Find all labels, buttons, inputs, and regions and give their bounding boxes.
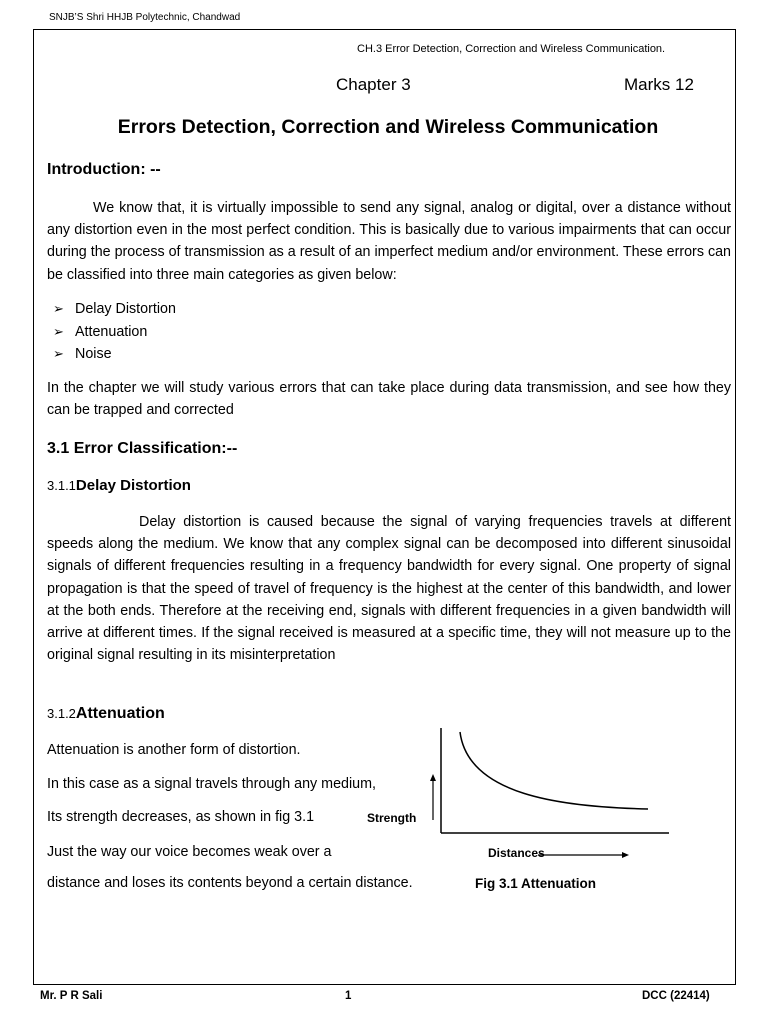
attenuation-line-4: Just the way our voice becomes weak over a bbox=[47, 844, 332, 860]
list-item: ➢ Noise bbox=[53, 343, 176, 366]
intro-heading: Introduction: -- bbox=[47, 161, 161, 178]
attenuation-figure bbox=[420, 720, 690, 870]
document-title: Errors Detection, Correction and Wireless Communication bbox=[117, 116, 659, 138]
arrow-bullet-icon: ➢ bbox=[53, 323, 64, 339]
intro-paragraph: We know that, it is virtually impossible to send any signal, analog or digital, over a distance without any distortion even in the most perfect condition. This is basically due to various impairments that can occur during the process of transmission as a result of an imperfect medium and/or environment. These errors can be classified into three main categories as given below: bbox=[47, 200, 731, 283]
figure-y-label: Strength bbox=[367, 811, 417, 825]
attenuation-line-2: In this case as a signal travels through any medium, bbox=[47, 776, 376, 792]
section-3-1-heading: 3.1 Error Classification:-- bbox=[47, 440, 238, 457]
section-number: 3.1.2 bbox=[47, 706, 76, 721]
error-categories-list bbox=[53, 298, 176, 366]
attenuation-line-1: Attenuation is another form of distortion. bbox=[47, 742, 301, 758]
chapter-reference: CH.3 Error Detection, Correction and Wireless Communication. bbox=[357, 43, 666, 55]
chapter-number: Chapter 3 bbox=[336, 75, 411, 94]
list-item: ➢ Attenuation bbox=[53, 321, 176, 344]
footer-author: Mr. P R Sali bbox=[40, 990, 103, 1002]
section-title: Attenuation bbox=[75, 705, 165, 722]
distance-arrowhead-icon bbox=[622, 852, 629, 858]
section-3-1-1-heading bbox=[47, 477, 191, 494]
institution-name: SNJB’S Shri HHJB Polytechnic, Chandwad bbox=[49, 12, 241, 23]
section-3-1-2-heading bbox=[47, 705, 165, 723]
attenuation-line-5: distance and loses its contents beyond a certain distance. bbox=[47, 875, 413, 891]
delay-distortion-paragraph: Delay distortion is caused because the signal of varying frequencies travels at different speeds along the medium. We know that any complex signal can be decomposed into different sinusoidal signals of different frequencies resulting in a frequency bandwidth for every signal. One property of signal propagation is that the speed of travel of frequency is the highest at the center of this bandwidth, and lower at the both ends. Therefore at the receiving end, signals with different frequencies in a given bandwidth will arrive at different times. If the signal received is measured at a specific time, they will not measure up to the original signal resulting in its misinterpretation bbox=[47, 514, 731, 664]
section-number: 3.1.1 bbox=[47, 478, 76, 493]
footer-course: DCC (22414) bbox=[642, 990, 710, 1002]
chapter-marks: Marks 12 bbox=[624, 75, 694, 94]
footer-page-number: 1 bbox=[345, 990, 352, 1002]
arrow-bullet-icon: ➢ bbox=[53, 346, 64, 361]
section-title: Delay Distortion bbox=[75, 477, 191, 494]
arrow-bullet-icon: ➢ bbox=[53, 301, 64, 316]
strength-arrowhead-icon bbox=[430, 774, 436, 781]
intro-closing: In the chapter we will study various errors that can take place during data transmission, and see how they can be trapped and corrected bbox=[47, 380, 731, 419]
list-item: ➢ Delay Distortion bbox=[53, 298, 176, 321]
attenuation-curve bbox=[460, 732, 648, 809]
figure-x-label: Distances bbox=[488, 846, 545, 860]
attenuation-line-3: Its strength decreases, as shown in fig 3.1 bbox=[47, 809, 315, 825]
figure-caption: Fig 3.1 Attenuation bbox=[475, 876, 596, 891]
